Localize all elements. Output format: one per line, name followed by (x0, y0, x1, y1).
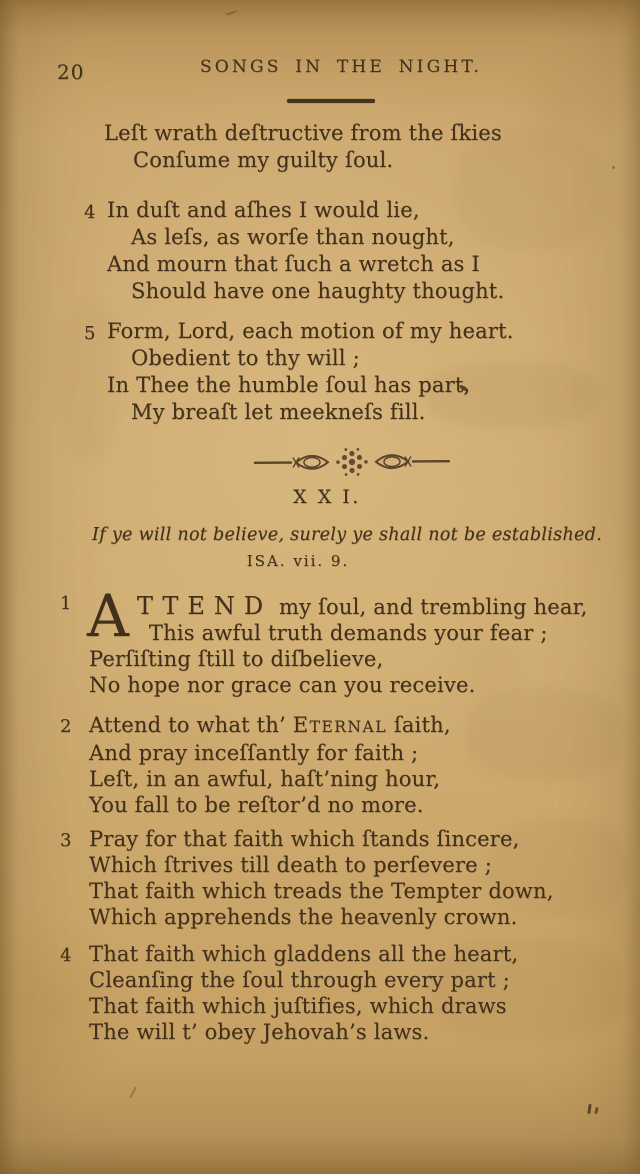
dropcap-row (0, 582, 640, 650)
dropcap-letter: A (87, 582, 129, 650)
verse-line (0, 826, 640, 852)
verse-text: Form, Lord, each motion of my heart. (107, 319, 514, 343)
verse-line: As leſs, as worſe than nought, (131, 225, 455, 249)
verse-line: In Thee the humble ſoul has part, (107, 373, 471, 397)
verse-line (135, 593, 588, 620)
stanza-number: 4 (60, 945, 72, 966)
stanza-number: 3 (60, 830, 72, 851)
verse-line: This awful truth demands your fear ; (148, 621, 548, 645)
ink-speck (226, 10, 237, 15)
verse-line: My breaſt let meekneſs fill. (131, 400, 426, 424)
stanza-3 (0, 826, 640, 930)
ink-speck (587, 1104, 591, 1114)
verse-line: Which apprehends the heavenly crown. (89, 905, 518, 929)
verse-line: That faith which treads the Tempter down, (89, 879, 554, 903)
stanza-4 (0, 197, 640, 305)
verse-text: Attend to what th’ (89, 713, 293, 737)
dropcap-lines (135, 593, 588, 646)
verse-line: And mourn that ſuch a wretch as I (107, 252, 480, 276)
verse-line: Should have one haughty thought. (131, 279, 505, 303)
hymn-heading: X X I. (293, 486, 361, 508)
verse-text: Pray for that faith which ſtands ſincere, (89, 827, 520, 851)
verse-line: Cleanſing the ſoul through every part ; (89, 968, 510, 992)
verse-line: The will t’ obey Jehovah’s laws. (89, 1020, 430, 1044)
verse-line: Perſiſting ſtill to diſbelieve, (89, 647, 384, 671)
verse-line: Leſt, in an awful, haſt’ning hour, (89, 767, 441, 791)
page-number: 20 (57, 60, 85, 84)
verse-line (0, 318, 640, 345)
fleuron-divider-icon (252, 443, 452, 485)
stanza-2 (0, 712, 640, 818)
verse-line: You fall to be reſtor’d no more. (89, 793, 424, 817)
stanza-1 (0, 582, 640, 698)
verse-text: ſaith, (386, 713, 451, 737)
stanza-number: 4 (84, 202, 96, 223)
verse-text: my ſoul, and trembling hear, (272, 595, 588, 619)
epigraph: If ye will not believe, surely ye shall not be established. (92, 525, 603, 545)
smallcaps-initial: E (292, 713, 310, 737)
spaced-caps: TTEND (136, 592, 273, 620)
verse-line: And pray inceſſantly for faith ; (89, 741, 419, 765)
smallcaps-rest: TERNAL (309, 718, 387, 736)
verse-line: Which ſtrives till death to perſevere ; (89, 853, 492, 877)
verse-line: That faith which juſtifies, which draws (89, 994, 507, 1018)
verse-line (0, 197, 640, 224)
title-rule (287, 99, 375, 103)
stanza-number: 1 (60, 593, 72, 614)
verse-line (0, 941, 640, 967)
running-title: SONGS IN THE NIGHT. (199, 57, 483, 77)
verse-text: In duſt and aſhes I would lie, (107, 198, 420, 222)
stanza-5 (0, 318, 640, 426)
verse-line (0, 712, 640, 740)
stanza-number: 2 (60, 716, 72, 737)
verse-line: Leſt wrath deſtructive from the ſkies (104, 121, 502, 145)
ink-speck (129, 1086, 137, 1098)
stanza-number: 5 (84, 323, 96, 344)
stanza-4b (0, 941, 640, 1045)
verse-line: Obedient to thy will ; (131, 346, 360, 370)
verse-line: No hope nor grace can you receive. (89, 673, 476, 697)
verse-line: Conſume my guilty ſoul. (133, 148, 394, 172)
scripture-reference: ISA. vii. 9. (246, 552, 350, 570)
stanza-tail (0, 120, 640, 174)
ink-speck (594, 1107, 598, 1114)
verse-text: That faith which gladdens all the heart, (89, 942, 519, 966)
